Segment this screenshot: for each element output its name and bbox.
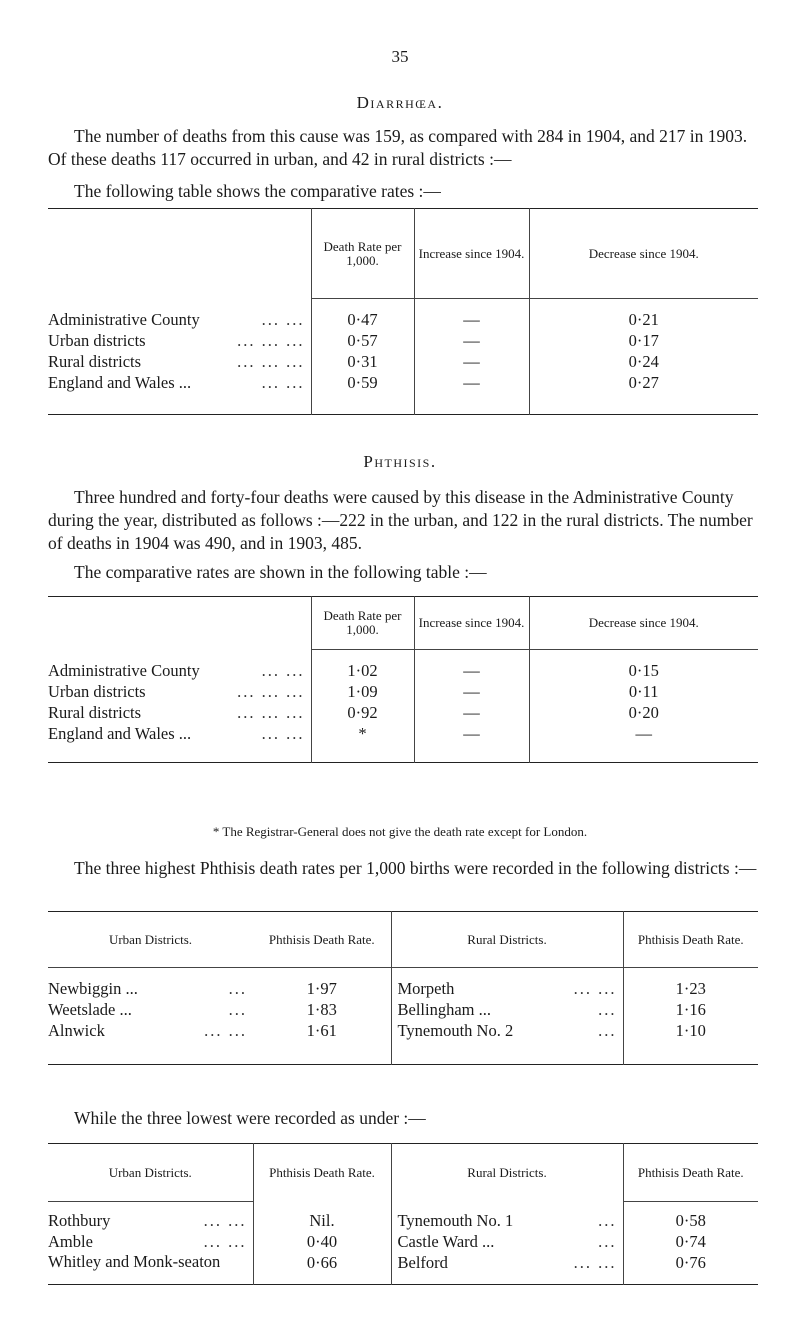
leader-dots: ... ... bbox=[203, 1210, 247, 1230]
urban-district: Alnwick bbox=[48, 1020, 105, 1040]
leader-dots: ... ... ... bbox=[237, 681, 305, 701]
leader-dots: ... ... bbox=[203, 1231, 247, 1251]
diarrhoea-rates-table bbox=[48, 208, 758, 415]
leader-dots: ... bbox=[598, 1020, 617, 1040]
table-row bbox=[48, 1252, 758, 1273]
increase-cell: — bbox=[414, 723, 529, 744]
lowest-rates-table bbox=[48, 1143, 758, 1285]
rural-district: Bellingham ... bbox=[397, 999, 491, 1019]
leader-dots: ... bbox=[228, 978, 247, 998]
leader-dots: ... ... bbox=[573, 1252, 617, 1272]
table-row bbox=[48, 723, 758, 744]
urban-district: Rothbury bbox=[48, 1210, 111, 1230]
decrease-cell: 0·24 bbox=[529, 351, 758, 372]
phthisis-paragraph-3: The three highest Phthisis death rates per 1,000 births were recorded in the following districts :— bbox=[74, 858, 757, 878]
row-label: Urban districts bbox=[48, 330, 146, 350]
table-header: Decrease since 1904. bbox=[529, 597, 758, 650]
increase-cell: — bbox=[414, 351, 529, 372]
table-header: Decrease since 1904. bbox=[529, 209, 758, 299]
urban-rate-cell: 0·40 bbox=[253, 1231, 391, 1252]
table-row bbox=[48, 978, 758, 999]
decrease-cell: 0·15 bbox=[529, 660, 758, 681]
table-header: Death Rate per 1,000. bbox=[311, 209, 414, 299]
row-label: Administrative County bbox=[48, 660, 200, 680]
rural-rate-cell: 0·58 bbox=[623, 1210, 758, 1231]
leader-dots: ... bbox=[598, 999, 617, 1019]
table-header: Increase since 1904. bbox=[414, 597, 529, 650]
increase-cell: — bbox=[414, 702, 529, 723]
rate-cell: * bbox=[311, 723, 414, 744]
decrease-cell: 0·11 bbox=[529, 681, 758, 702]
increase-cell: — bbox=[414, 681, 529, 702]
rural-district: Tynemouth No. 1 bbox=[397, 1210, 514, 1230]
row-label: Urban districts bbox=[48, 681, 146, 701]
table-header: Increase since 1904. bbox=[414, 209, 529, 299]
leader-dots: ... ... bbox=[261, 723, 305, 743]
rural-district: Castle Ward ... bbox=[397, 1231, 495, 1251]
leader-dots: ... ... ... bbox=[237, 702, 305, 722]
rural-district: Morpeth bbox=[397, 978, 455, 998]
leader-dots: ... ... bbox=[204, 1020, 247, 1040]
leader-dots: ... bbox=[598, 1231, 617, 1251]
decrease-cell: 0·21 bbox=[529, 309, 758, 330]
leader-dots: ... bbox=[598, 1210, 617, 1230]
highest-rates-table bbox=[48, 911, 758, 1065]
leader-dots: ... ... ... bbox=[237, 330, 305, 350]
rural-rate-cell: 1·10 bbox=[623, 1020, 758, 1041]
table-row bbox=[48, 309, 758, 330]
footnote: * The Registrar-General does not give the death rate except for London. bbox=[212, 824, 588, 839]
urban-district: Weetslade ... bbox=[48, 999, 132, 1019]
table-header: Urban Districts. bbox=[108, 1164, 192, 1180]
urban-district: Whitley and Monk-seaton bbox=[48, 1251, 221, 1271]
table-row bbox=[48, 702, 758, 723]
table-header bbox=[48, 209, 311, 299]
phthisis-paragraph-2: The comparative rates are shown in the following table :— bbox=[74, 562, 487, 582]
table-row bbox=[48, 1020, 758, 1041]
urban-district: Newbiggin ... bbox=[48, 978, 138, 998]
table-row bbox=[48, 1231, 758, 1252]
urban-rate-cell: Nil. bbox=[253, 1210, 391, 1231]
urban-district: Amble bbox=[48, 1231, 93, 1251]
row-label: Rural districts bbox=[48, 351, 142, 371]
rural-rate-cell: 1·23 bbox=[623, 978, 758, 999]
table-row bbox=[48, 351, 758, 372]
increase-cell: — bbox=[414, 309, 529, 330]
rate-cell: 0·92 bbox=[311, 702, 414, 723]
increase-cell: — bbox=[414, 660, 529, 681]
urban-rate-cell: 1·61 bbox=[306, 1020, 337, 1040]
leader-dots: ... bbox=[228, 999, 247, 1019]
phthisis-paragraph-1: Three hundred and forty-four deaths were caused by this disease in the Administrative County during the year, distributed as follows :—222 in the urban, and 122 in the rural districts. The number of deaths in 1904 was 490, and in 1903, 485. bbox=[48, 487, 753, 553]
phthisis-paragraph-4: While the three lowest were recorded as under :— bbox=[74, 1108, 426, 1128]
row-label: Rural districts bbox=[48, 702, 142, 722]
rate-cell: 1·09 bbox=[311, 681, 414, 702]
page-number: 35 bbox=[391, 47, 409, 66]
urban-rate-cell: 0·66 bbox=[253, 1252, 391, 1273]
table-header: Urban Districts. bbox=[108, 931, 193, 947]
phthisis-rates-table bbox=[48, 596, 758, 763]
decrease-cell: 0·17 bbox=[529, 330, 758, 351]
row-label: England and Wales ... bbox=[48, 723, 192, 743]
rate-cell: 0·47 bbox=[311, 309, 414, 330]
table-header: Death Rate per 1,000. bbox=[311, 597, 414, 650]
decrease-cell: 0·20 bbox=[529, 702, 758, 723]
section-heading-diarrhoea: Diarrhœa. bbox=[356, 93, 444, 112]
rural-district: Belford bbox=[397, 1252, 448, 1272]
increase-cell: — bbox=[414, 330, 529, 351]
table-row bbox=[48, 1210, 758, 1231]
diarrhoea-paragraph-1: The number of deaths from this cause was 159, as compared with 284 in 1904, and 217 in 1903. Of these deaths 117 occurred in urban, and 42 in rural districts :— bbox=[48, 126, 748, 169]
table-header: Phthisis Death Rate. bbox=[623, 912, 758, 968]
rural-rate-cell: 0·76 bbox=[623, 1252, 758, 1273]
row-label: Administrative County bbox=[48, 309, 200, 329]
urban-rate-cell: 1·83 bbox=[306, 999, 337, 1019]
table-row bbox=[48, 999, 758, 1020]
table-row bbox=[48, 681, 758, 702]
leader-dots: ... ... bbox=[573, 978, 617, 998]
urban-rate-cell: 1·97 bbox=[306, 978, 337, 998]
table-header: Phthisis Death Rate. bbox=[268, 931, 375, 947]
rate-cell: 0·57 bbox=[311, 330, 414, 351]
row-label: England and Wales ... bbox=[48, 372, 192, 392]
table-row bbox=[48, 330, 758, 351]
table-row bbox=[48, 660, 758, 681]
rural-rate-cell: 1·16 bbox=[623, 999, 758, 1020]
decrease-cell: 0·27 bbox=[529, 372, 758, 393]
table-row bbox=[48, 372, 758, 393]
table-header bbox=[48, 597, 311, 650]
diarrhoea-paragraph-2: The following table shows the comparative rates :— bbox=[74, 181, 441, 201]
table-header: Phthisis Death Rate. bbox=[253, 1144, 391, 1202]
section-heading-phthisis: Phthisis. bbox=[363, 452, 437, 471]
leader-dots: ... ... bbox=[261, 309, 305, 329]
leader-dots: ... ... bbox=[261, 372, 305, 392]
rural-district: Tynemouth No. 2 bbox=[397, 1020, 514, 1040]
decrease-cell: — bbox=[529, 723, 758, 744]
rural-rate-cell: 0·74 bbox=[623, 1231, 758, 1252]
table-header: Phthisis Death Rate. bbox=[623, 1144, 758, 1202]
increase-cell: — bbox=[414, 372, 529, 393]
table-header: Rural Districts. bbox=[391, 912, 623, 968]
rate-cell: 0·59 bbox=[311, 372, 414, 393]
leader-dots: ... ... ... bbox=[237, 351, 305, 371]
rate-cell: 1·02 bbox=[311, 660, 414, 681]
rate-cell: 0·31 bbox=[311, 351, 414, 372]
table-header: Rural Districts. bbox=[391, 1144, 623, 1202]
leader-dots: ... ... bbox=[261, 660, 305, 680]
